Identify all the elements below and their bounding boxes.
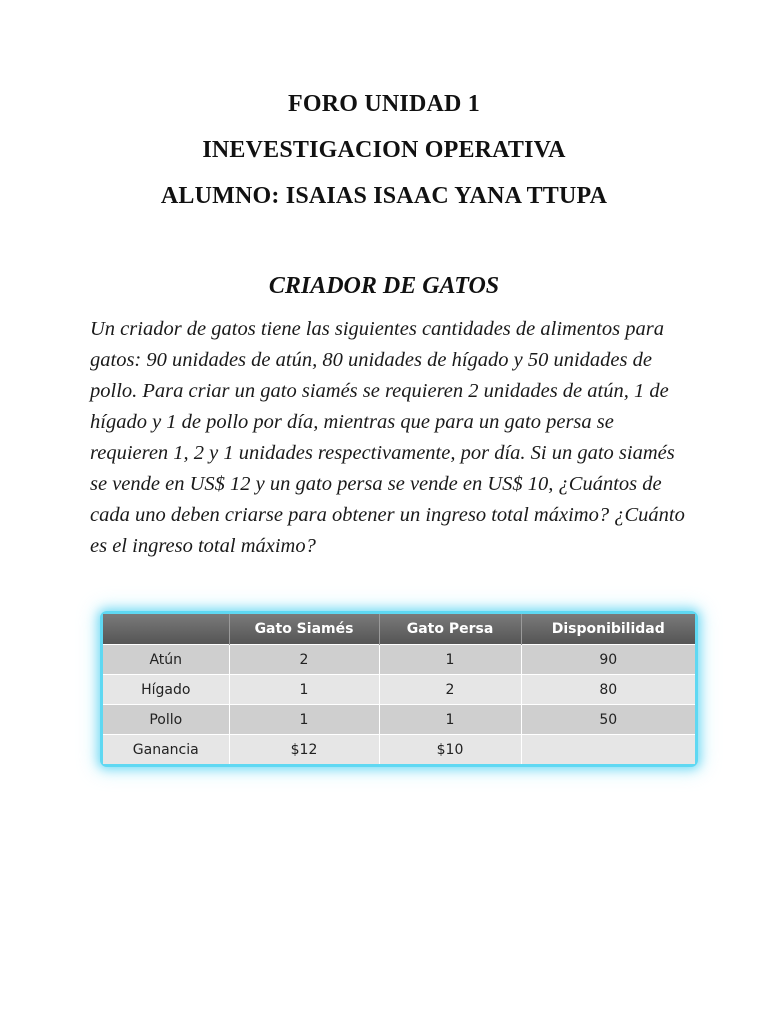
table-cell: $12	[229, 735, 379, 765]
table-row	[103, 705, 695, 735]
table-cell: 80	[521, 675, 695, 705]
table-cell: $10	[379, 735, 521, 765]
table-row	[103, 675, 695, 705]
data-table-container	[103, 614, 695, 764]
table-header-cell	[103, 614, 229, 645]
table-cell: 1	[229, 675, 379, 705]
problem-statement: Un criador de gatos tiene las siguientes cantidades de alimentos para gatos: 90 unidades de atún, 80 unidades de hígado y 50 unidades de pollo. Para criar un gato siamés se requieren 2 unidades de atún, 1 de hígado y 1 de pollo por día, mientras que para un gato persa se requieren 1, 2 y 1 unidades respectivamente, por día. Si un gato siamés se vende en US$ 12 y un gato persa se vende en US$ 10, ¿Cuántos de cada uno deben criarse para obtener un ingreso total máximo? ¿Cuánto es el ingreso total máximo?	[90, 318, 685, 557]
table-header-cell: Gato Siamés	[229, 614, 379, 645]
table-header-cell: Gato Persa	[379, 614, 521, 645]
document-header	[0, 92, 768, 230]
student-name: ALUMNO: ISAIAS ISAAC YANA TTUPA	[160, 183, 608, 209]
course-title: INEVESTIGACION OPERATIVA	[202, 137, 566, 163]
row-label-cell: Ganancia	[103, 735, 229, 765]
table-header-cell: Disponibilidad	[521, 614, 695, 645]
table-cell: 90	[521, 645, 695, 675]
table-cell: 1	[379, 645, 521, 675]
table-row	[103, 735, 695, 765]
forum-title: FORO UNIDAD 1	[288, 91, 480, 117]
table-cell: 2	[229, 645, 379, 675]
table-header-row	[103, 614, 695, 645]
table-cell: 1	[379, 705, 521, 735]
table-cell: 1	[229, 705, 379, 735]
table-cell	[521, 735, 695, 765]
table-row	[103, 645, 695, 675]
table-cell: 2	[379, 675, 521, 705]
row-label-cell: Hígado	[103, 675, 229, 705]
table-cell: 50	[521, 705, 695, 735]
row-label-cell: Pollo	[103, 705, 229, 735]
section-title: CRIADOR DE GATOS	[268, 273, 500, 299]
data-table	[103, 614, 695, 764]
row-label-cell: Atún	[103, 645, 229, 675]
